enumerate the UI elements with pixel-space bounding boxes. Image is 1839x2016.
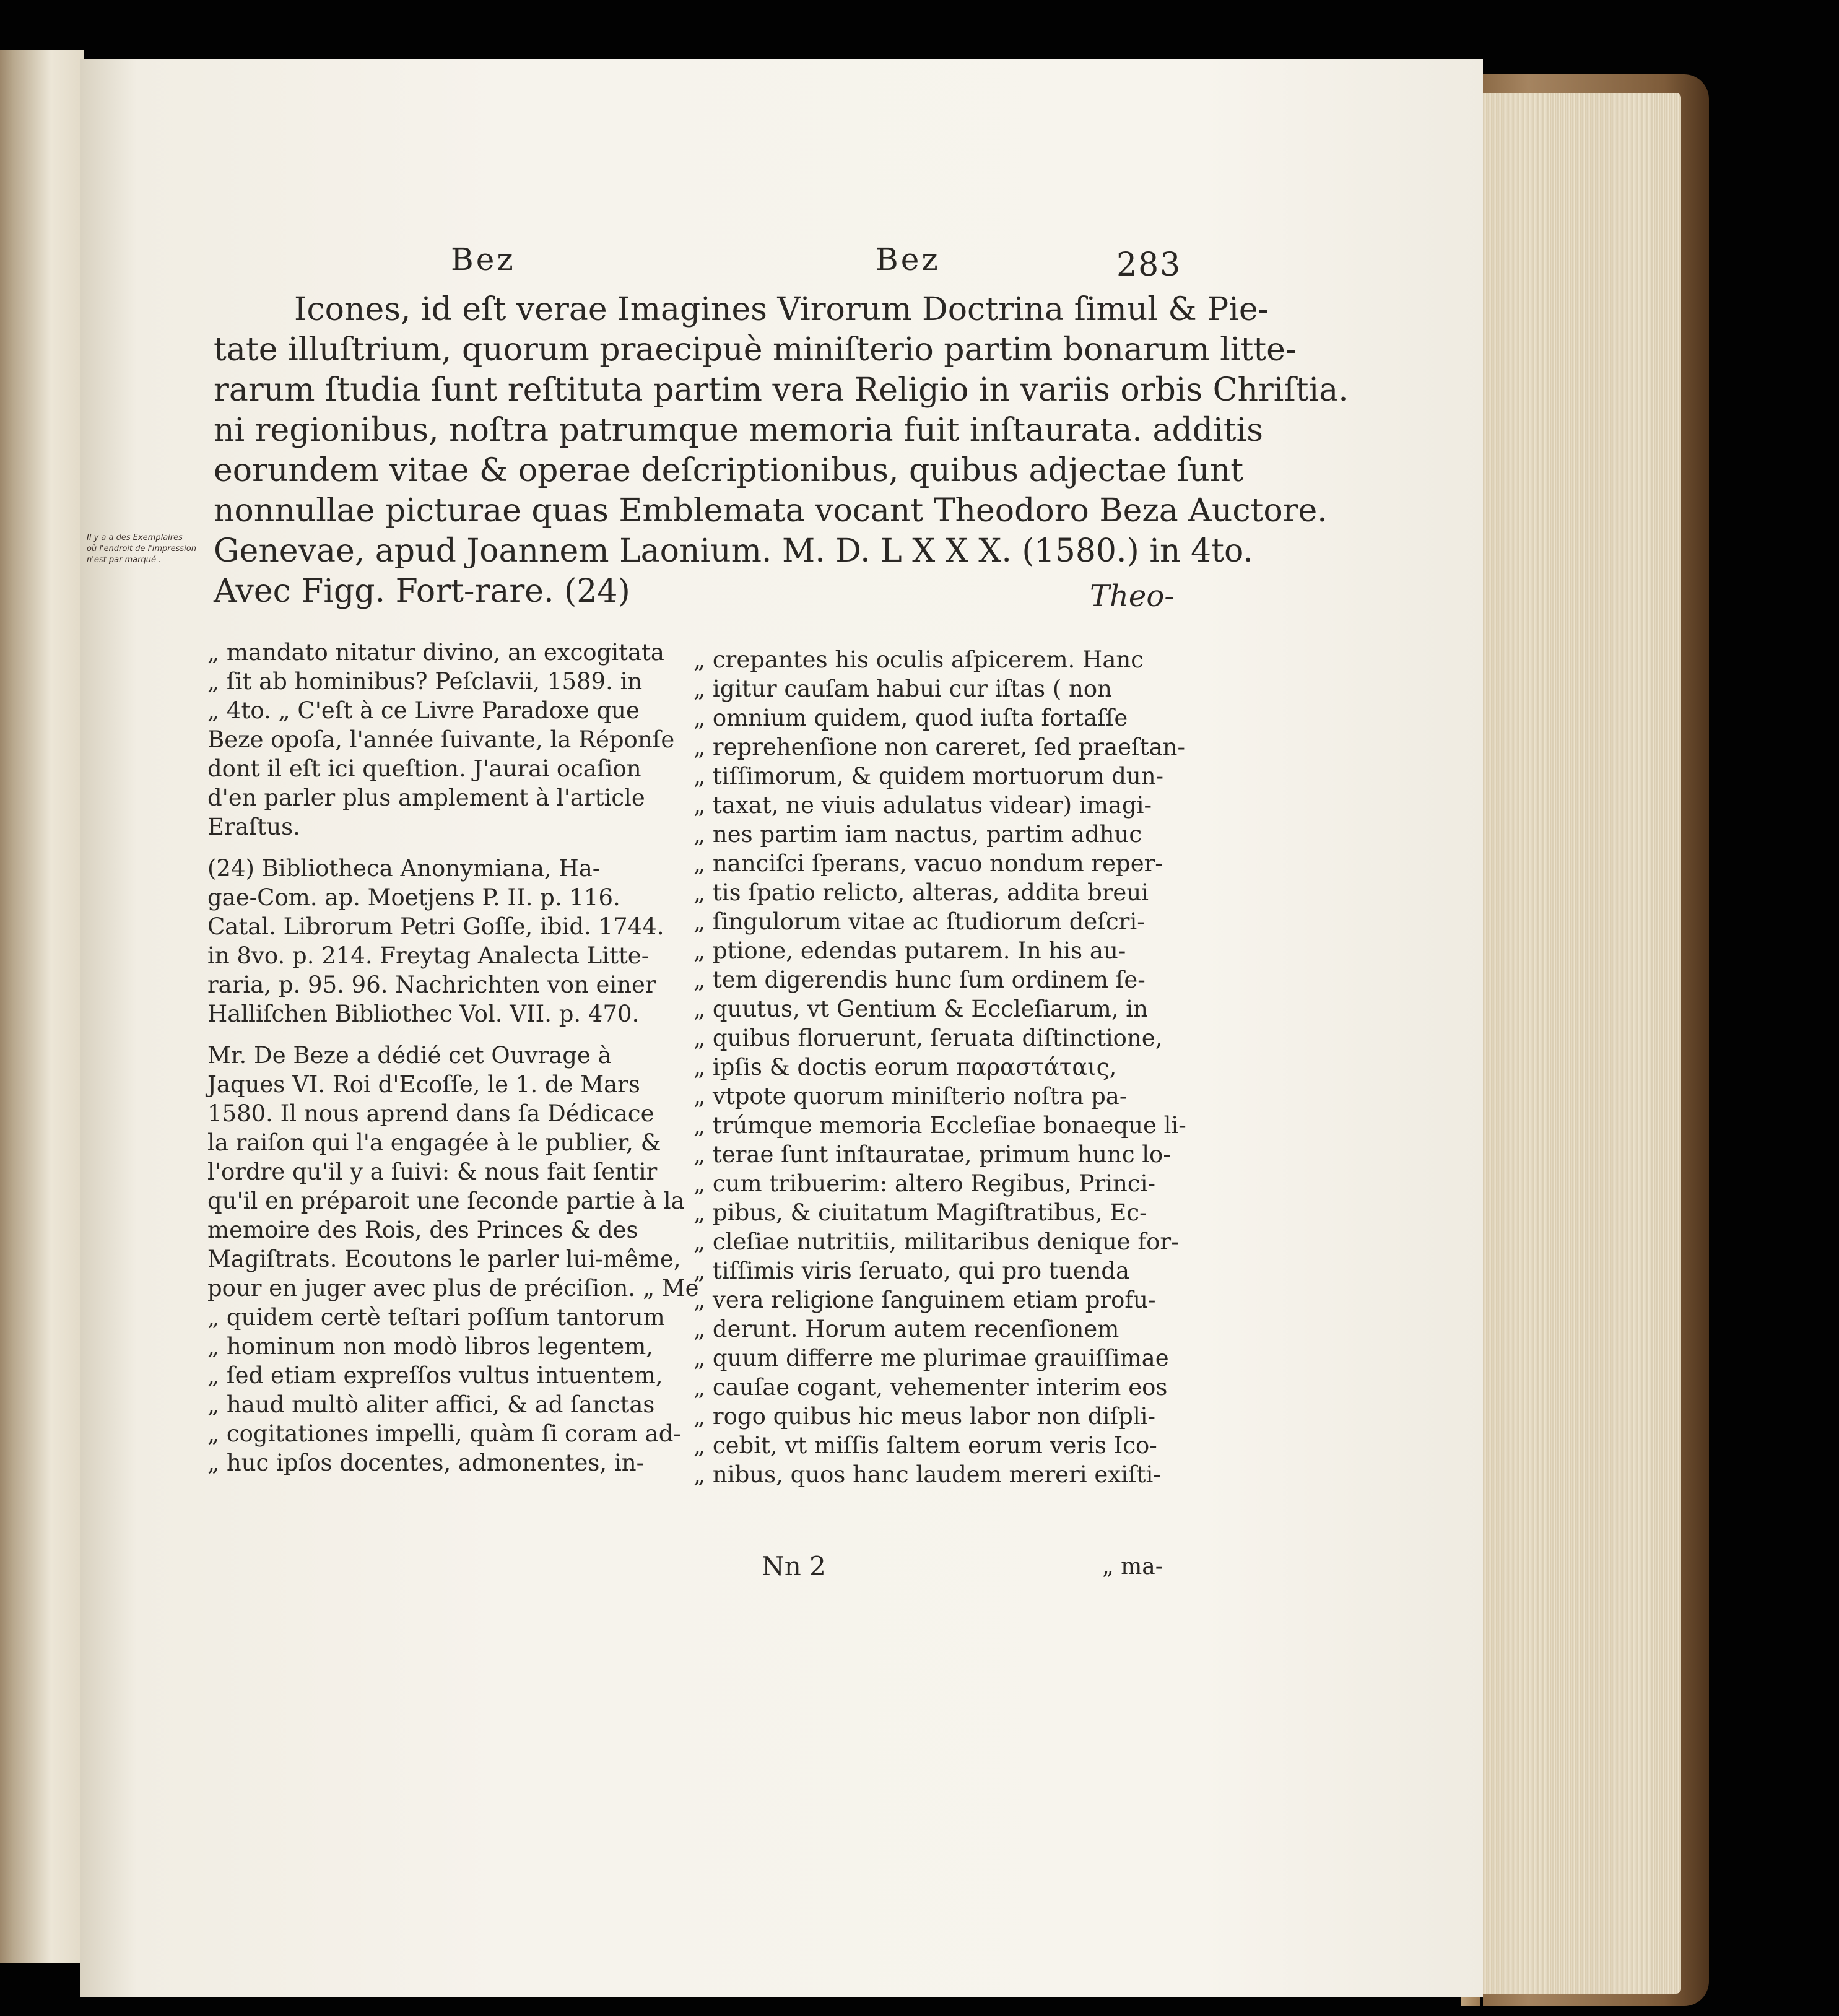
text-line: raria, p. 95. 96. Nachrichten von einer (207, 971, 656, 998)
margin-note-line: n'est par marqué . (87, 555, 162, 565)
title-line: Icones, id eſt verae Imagines Virorum Doctrina ſimul & Pie- (294, 291, 1269, 328)
text-line: in 8vo. p. 214. Freytag Analecta Litte- (207, 942, 650, 969)
title-line: Genevae, apud Joannem Laonium. M. D. L X X X. (1580.) in 4to. (214, 532, 1253, 570)
text-line: „ reprehenſione non careret, ſed praeſtan- (693, 734, 1185, 760)
text-line: „ mandato nitatur divino, an excogitata (207, 639, 664, 666)
text-line: „ cogitationes impelli, quàm ſi coram ad- (207, 1420, 681, 1447)
title-line: rarum ſtudia ſunt reſtituta partim vera Religio in variis orbis Chriſtia. (214, 371, 1349, 409)
text-line: Mr. De Beze a dédié cet Ouvrage à (207, 1042, 612, 1069)
text-line: „ tiſſimis viris ſeruato, qui pro tuenda (693, 1258, 1130, 1284)
text-line: „ tiſſimorum, & quidem mortuorum dun- (693, 763, 1164, 789)
title-line: Avec Figg. Fort-rare. (24) (214, 573, 630, 610)
title-line: eorundem vitae & operae deſcriptionibus, quibus adjectae ſunt (214, 452, 1244, 489)
title-line: nonnullae picturae quas Emblemata vocant Theodoro Beza Auctore. (214, 492, 1328, 529)
title-line: tate illuſtrium, quorum praecipuè miniſterio partim bonarum litte- (214, 331, 1297, 368)
text-line: „ rogo quibus hic meus labor non diſpli- (693, 1403, 1155, 1430)
margin-note-line: où l'endroit de l'impression (87, 544, 196, 554)
text-line: „ quidem certè teſtari poſſum tantorum (207, 1304, 665, 1331)
text-line: „ haud multò aliter affici, & ad ſanctas (207, 1391, 655, 1418)
text-line: „ cebit, vt miſſis ſaltem eorum veris Ico- (693, 1432, 1157, 1459)
text-line: Halliſchen Bibliothec Vol. VII. p. 470. (207, 1001, 640, 1027)
text-line (207, 1028, 672, 1041)
text-line: Catal. Librorum Petri Goſſe, ibid. 1744. (207, 913, 664, 940)
text-line: „ cleſiae nutritiis, militaribus denique for- (693, 1228, 1179, 1255)
text-line: „ ptione, edendas putarem. In his au- (693, 937, 1126, 964)
running-head-center: Bez (876, 241, 941, 277)
text-line: memoire des Rois, des Princes & des (207, 1217, 638, 1243)
text-line: „ omnium quidem, quod iuſta fortaſſe (693, 705, 1128, 731)
right-column (693, 645, 1186, 1489)
text-line: Magiſtrats. Ecoutons le parler lui-même, (207, 1246, 681, 1272)
text-line: „ nes partim iam nactus, partim adhuc (693, 821, 1142, 848)
text-line: (24) Bibliotheca Anonymiana, Ha- (207, 855, 601, 882)
text-line: l'ordre qu'il y a ſuivi: & nous fait ſentir (207, 1158, 658, 1185)
page-edges (1477, 93, 1681, 1994)
text-line: „ 4to. „ C'eſt à ce Livre Paradoxe que (207, 697, 640, 724)
text-line: Beze opoſa, l'année ſuivante, la Réponſe (207, 726, 675, 753)
text-line: „ nibus, quos hanc laudem mereri exiſti- (693, 1461, 1161, 1488)
text-line: 1580. Il nous aprend dans ſa Dédicace (207, 1100, 654, 1127)
running-head-left: Bez (451, 241, 516, 277)
catchword-bottom: „ ma- (1102, 1554, 1163, 1579)
text-line: „ trúmque memoria Eccleſiae bonaeque li- (693, 1112, 1186, 1139)
text-line: „ nanciſci ſperans, vacuo nondum reper- (693, 850, 1163, 877)
signature-mark: Nn 2 (762, 1551, 826, 1581)
handwritten-margin-note (87, 532, 223, 566)
text-line: dont il eſt ici queſtion. J'aurai ocaſion (207, 755, 641, 782)
text-line: „ derunt. Horum autem recenſionem (693, 1316, 1119, 1342)
text-line: „ ſed etiam expreſſos vultus intuentem, (207, 1362, 663, 1389)
text-line: „ hominum non modò libros legentem, (207, 1333, 654, 1360)
margin-note-line: Il y a a des Exemplaires (87, 533, 183, 542)
text-line: Eraſtus. (207, 814, 300, 840)
text-line: „ cauſae cogant, vehementer interim eos (693, 1374, 1168, 1401)
text-line: „ tem digerendis hunc ſum ordinem ſe- (693, 967, 1146, 993)
text-line: „ quum differre me plurimae grauiſſimae (693, 1345, 1169, 1371)
text-line: „ terae ſunt inſtauratae, primum hunc lo- (693, 1141, 1171, 1168)
facing-page-edge (0, 50, 84, 1963)
text-line: „ taxat, ne viuis adulatus videar) imagi- (693, 792, 1152, 819)
text-line: „ huc ipſos docentes, admonentes, in- (207, 1449, 645, 1476)
text-line: „ ſingulorum vitae ac ſtudiorum deſcri- (693, 908, 1145, 935)
text-line: „ cum tribuerim: altero Regibus, Princi- (693, 1170, 1155, 1197)
text-line: „ tis ſpatio relicto, alteras, addita breui (693, 879, 1149, 906)
text-line: „ quutus, vt Gentium & Eccleſiarum, in (693, 996, 1148, 1022)
text-line: „ ipſis & doctis eorum παραστάταις, (693, 1054, 1117, 1080)
text-line: gae-Com. ap. Moetjens P. II. p. 116. (207, 884, 620, 911)
catchword-top: Theo- (1090, 579, 1175, 614)
text-line: „ pibus, & ciuitatum Magiſtratibus, Ec- (693, 1199, 1147, 1226)
text-line: „ vtpote quorum miniſterio noſtra pa- (693, 1083, 1128, 1110)
title-line: ni regionibus, noſtra patrumque memoria fuit inſtaurata. additis (214, 412, 1263, 449)
text-line (207, 841, 672, 854)
text-line: qu'il en préparoit une ſeconde partie à la (207, 1188, 685, 1214)
text-line: Jaques VI. Roi d'Ecoſſe, le 1. de Mars (207, 1071, 640, 1098)
text-line: „ quibus floruerunt, ſeruata diſtinctione, (693, 1025, 1163, 1051)
text-line: la raiſon qui l'a engagée à le publier, & (207, 1129, 661, 1156)
text-line: d'en parler plus amplement à l'article (207, 784, 645, 811)
text-line: „ ſit ab hominibus? Peſclavii, 1589. in (207, 668, 643, 695)
text-line: „ vera religione ſanguinem etiam profu- (693, 1287, 1156, 1313)
text-line: „ crepantes his oculis aſpicerem. Hanc (693, 646, 1144, 673)
text-line: pour en juger avec plus de préciſion. „ Me (207, 1275, 699, 1301)
text-line: „ igitur cauſam habui cur iſtas ( non (693, 676, 1112, 702)
page-number: 283 (1116, 246, 1182, 284)
left-column (207, 638, 699, 1477)
